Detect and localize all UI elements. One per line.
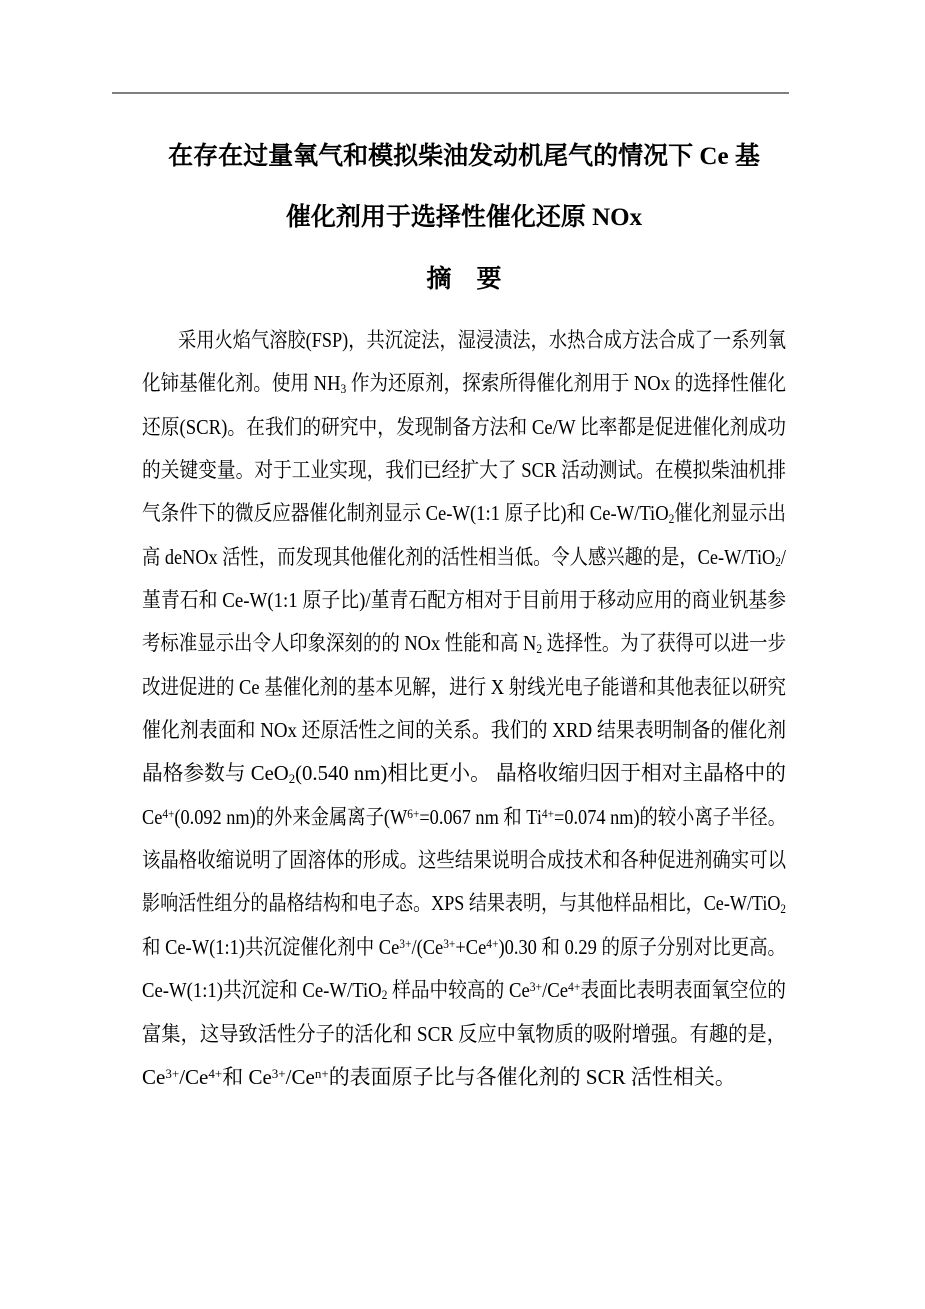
abstract-line-text: 该晶格收缩说明了固溶体的形成。这些结果说明合成技术和各种促进剂确实可以 (142, 848, 786, 873)
abstract-line-17 (142, 1013, 786, 1056)
abstract-line-text: 改进促进的 Ce 基催化剂的基本见解，进行 X 射线光电子能谱和其他表征以研究 (142, 674, 786, 699)
abstract-line-text: 气条件下的微反应器催化制剂显示 Ce-W(1:1 原子比)和 Ce-W/TiO$_2$催化剂显示出 (142, 501, 786, 526)
abstract-line-14 (142, 882, 786, 925)
abstract-line-text: 高 deNOx 活性，而发现其他催化剂的活性相当低。令人感兴趣的是，Ce-W/TiO$_2$/ (142, 544, 786, 570)
abstract-line-text: 和 Ce-W(1:1)共沉淀催化剂中 $Ce^{3+}/(Ce^{3+}+Ce^{4+})0.30$ 和 0.29 的原子分别对比更高。 (142, 934, 786, 959)
abstract-line-text: 还原(SCR)。在我们的研究中，发现制备方法和 Ce/W 比率都是促进催化剂成功 (142, 414, 786, 439)
abstract-line-text: 影响活性组分的晶格结构和电子态。XPS 结果表明，与其他样品相比，Ce-W/TiO$_2$ (142, 891, 786, 916)
abstract-line-15 (142, 926, 786, 969)
abstract-body (142, 319, 786, 1099)
abstract-line-text: 堇青石和 Ce-W(1:1 原子比)/堇青石配方相对于目前用于移动应用的商业钒基参 (142, 588, 786, 613)
document-title-line-2: 催化剂用于选择性催化还原 NOx (285, 204, 643, 231)
abstract-line-text: 采用火焰气溶胶(FSP)，共沉淀法，湿浸渍法，水热合成方法合成了一系列氧 (178, 328, 786, 352)
abstract-line-text: $Ce^{4+}(0.092$ nm)的外来金属离子($W^{6+}=0.067$ nm 和 $Ti^{4+}=0.074$ nm)的较小离子半径。 (142, 804, 786, 829)
abstract-line-text: 化铈基催化剂。使用 $NH_3$ 作为还原剂，探索所得催化剂用于 NOx 的选择性催化 (142, 371, 786, 396)
abstract-line-9 (142, 666, 786, 709)
abstract-line-text: 考标准显示出令人印象深刻的的 NOx 性能和高 $N_2$ 选择性。为了获得可以进一步 (142, 631, 786, 656)
abstract-line-13 (142, 839, 786, 882)
abstract-line-18 (142, 1056, 786, 1099)
abstract-line-11 (142, 752, 786, 795)
header-rule (112, 92, 789, 94)
abstract-line-3 (142, 406, 786, 449)
abstract-line-text: 富集，这导致活性分子的活化和 SCR 反应中氧物质的吸附增强。有趣的是， (142, 1021, 786, 1046)
document-title-line-1: 在存在过量氧气和模拟柴油发动机尾气的情况下 Ce 基 (168, 143, 760, 170)
abstract-line-5 (142, 492, 786, 535)
abstract-line-4 (142, 449, 786, 492)
abstract-line-text: 晶格参数与 CeO$_2$(0.540 nm)相比更小。 晶格收缩归因于相对主晶格中的 (142, 761, 786, 786)
abstract-line-7 (142, 579, 786, 622)
abstract-heading: 摘 要 (426, 266, 502, 293)
abstract-line-text: Ce-W(1:1)共沉淀和 Ce-W/TiO$_2$ 样品中较高的 $Ce^{3+}/Ce^{4+}$表面比表明表面氧空位的 (142, 978, 786, 1003)
abstract-line-8 (142, 622, 786, 665)
abstract-line-16 (142, 969, 786, 1012)
abstract-line-text: 催化剂表面和 NOx 还原活性之间的关系。我们的 XRD 结果表明制备的催化剂 (142, 718, 786, 743)
abstract-line-10 (142, 709, 786, 752)
abstract-line-2 (142, 362, 786, 405)
abstract-line-1 (142, 319, 786, 362)
abstract-line-6 (142, 536, 786, 579)
abstract-line-text: 的关键变量。对于工业实现，我们已经扩大了 SCR 活动测试。在模拟柴油机排 (142, 458, 786, 483)
abstract-line-text: $Ce^{3+}/Ce^{4+}$和 $Ce^{3+}/Ce^{n+}$的表面原子比与各催化剂的 SCR 活性相关。 (142, 1064, 736, 1089)
abstract-line-12 (142, 796, 786, 839)
